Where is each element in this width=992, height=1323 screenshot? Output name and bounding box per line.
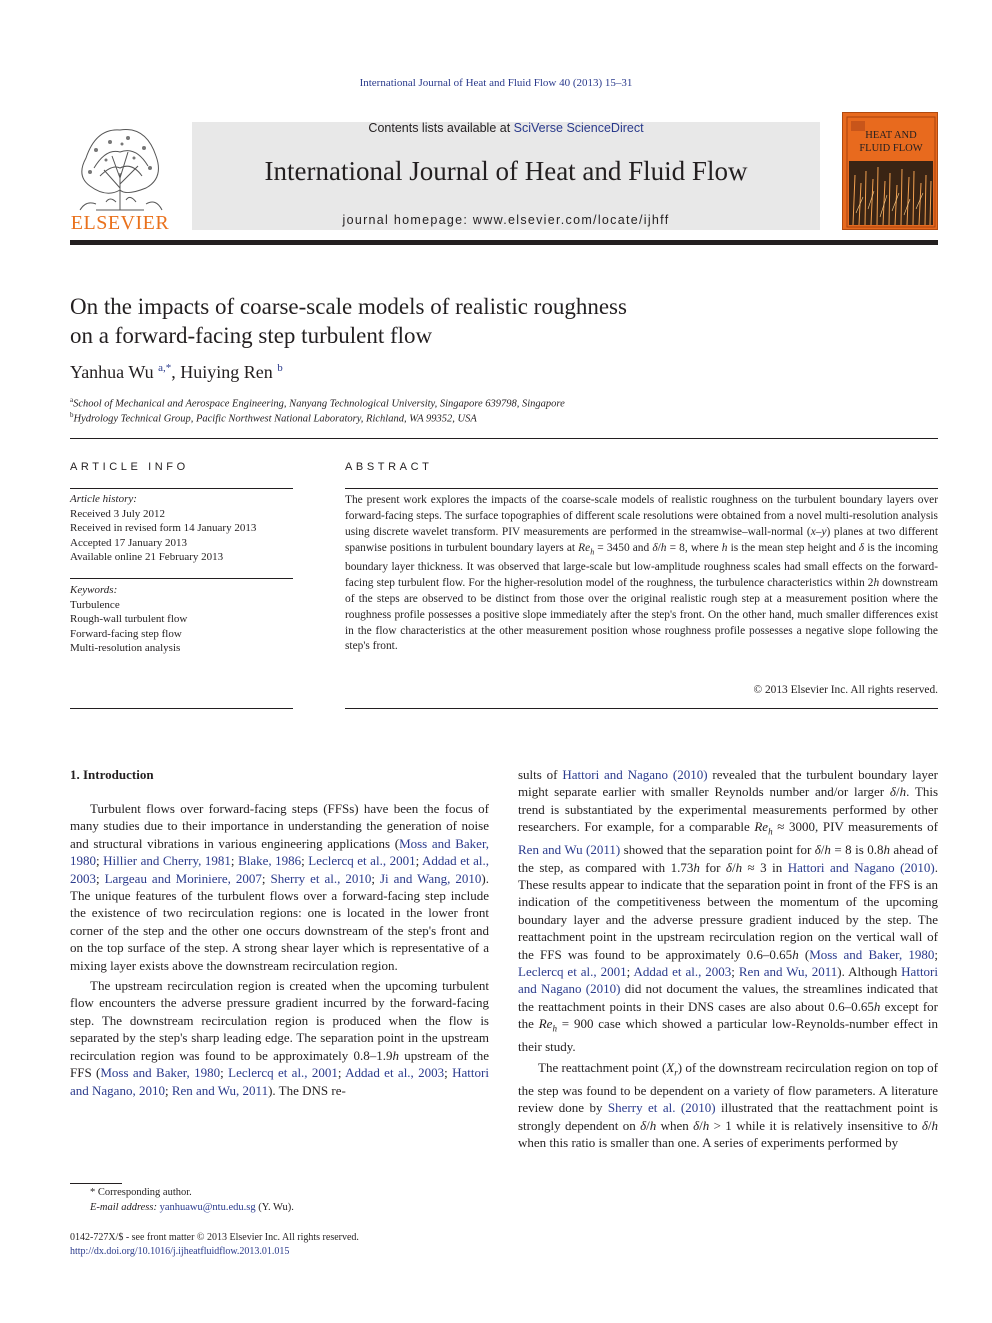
email-link[interactable]: yanhuawu@ntu.edu.sg — [159, 1201, 256, 1213]
paragraph: The upstream recirculation region is created when the upcoming turbulent flow encounters the adverse pressure gradient incurred by the forward-facing step. The downstream recirculation region is produced when the flow is separated by the step's sharp leading edge. The separation point in the upstream recirculation region was found to be approximately 0.8–1.9h upstream of the FFS (Moss and Baker, 1980; Leclercq et al., 2001; Addad et al., 2003; Hattori and Nagano, 2010; Ren and Wu, 2011). The DNS re- — [70, 978, 489, 1098]
homepage-link[interactable]: www.elsevier.com/locate/ijhff — [472, 213, 670, 227]
affiliation-text: Hydrology Technical Group, Pacific Northwest National Laboratory, Richland, WA 99352, USA — [73, 413, 477, 425]
keyword: Turbulence — [70, 598, 120, 611]
author-list: Yanhua Wu $^{a,*}$, Huiying Ren $^b$ — [70, 362, 283, 382]
contents-line — [192, 121, 820, 135]
history-online: Available online 21 February 2013 — [70, 551, 224, 563]
history-label: Article history: — [70, 493, 137, 505]
issn-block — [70, 1231, 359, 1259]
email-note — [70, 1201, 490, 1216]
article-history — [70, 492, 293, 565]
issn-line: 0142-727X/$ - see front matter © 2013 Elsevier Inc. All rights reserved. — [70, 1232, 359, 1243]
corresponding-author-note: * Corresponding author. — [90, 1187, 192, 1198]
article-title-line2: on a forward-facing step turbulent flow — [70, 323, 433, 348]
publisher-name: ELSEVIER — [70, 212, 170, 234]
cover-title-line2: FLUID FLOW — [859, 143, 923, 154]
journal-cover[interactable] — [842, 112, 938, 230]
divider — [70, 708, 293, 709]
keyword: Forward-facing step flow — [70, 627, 182, 640]
article-info-heading: ARTICLE INFO — [70, 461, 189, 473]
abstract-body: The present work explores the impacts of the coarse-scale models of realistic roughness on the turbulent boundary layers over forward-facing steps. The surface topographies of different scale resolutions were obtained from a novel multi-resolution analysis using discrete wavelet transform. PIV measurements are performed in the streamwise–wall-normal (x–y) planes at two different spanwise positions in turbulent boundary layers at $Re_h = 3450$ and δ/h = 8, where h is the mean step height and δ is the incoming boundary layer thickness. It was observed that large-scale but low-amplitude roughness scales had small effects on the forward-facing step turbulent flow. For the higher-resolution model of the roughness, the turbulence characteristics within 2h downstream of the steps are observed to be distinct from those over the original realistic rough step at a measurement position where the roughness profile possesses a positive slope immediately after the step's front. On the other hand, much smaller differences exist in the flow characteristics at the other measurement position whose roughness profile possesses a negative slope following the step's front. — [345, 494, 938, 653]
body-column-left — [70, 766, 489, 1099]
history-received: Received 3 July 2012 — [70, 507, 166, 520]
keywords — [70, 583, 293, 656]
article-title-line1: On the impacts of coarse-scale models of realistic roughness — [70, 294, 627, 319]
paragraph: Turbulent flows over forward-facing steps (FFSs) have been the focus of many studies due to their importance in understanding the generation of noise and structural vibrations in various engineering applications (Moss and Baker, 1980; Hillier and Cherry, 1981; Blake, 1986; Leclercq et al., 2001; Addad et al., 2003; Largeau and Moriniere, 2007; Sherry et al., 2010; Ji and Wang, 2010). The unique features of the turbulent flows over a forward-facing step include the existence of two recirculation regions: one is located in the lower front corner of the step and the other one occurs downstream of the step's front and on the top surface of the step. A strong shear layer which is representative of a mixing layer exists above the downstream recirculation region. — [70, 801, 490, 973]
sciencedirect-link[interactable]: SciVerse ScienceDirect — [513, 121, 644, 135]
keyword: Rough-wall turbulent flow — [70, 613, 188, 625]
running-head[interactable]: International Journal of Heat and Fluid Flow 40 (2013) 15–31 — [359, 77, 633, 89]
history-accepted: Accepted 17 January 2013 — [70, 536, 187, 549]
footnotes — [70, 1186, 490, 1215]
divider — [345, 488, 938, 489]
paragraph: The reattachment point $(X_r)$ of the downstream recirculation region on top of the step was found to be dependent on a variety of flow parameters. A literature review done by Sherry et al. (2010) illustrated that the reattachment point is strongly dependent on δ/h when δ/h > 1 while it is relatively insensitive to δ/h when this ratio is smaller than one. A series of experiments performed by — [518, 1059, 939, 1150]
author-affiliation-marker[interactable]: b — [277, 362, 283, 374]
homepage-line — [192, 213, 820, 227]
abstract-heading: ABSTRACT — [345, 461, 433, 473]
article-title — [70, 292, 930, 350]
history-revised: Received in revised form 14 January 2013 — [70, 522, 257, 534]
keyword: Multi-resolution analysis — [70, 642, 181, 654]
affiliation-a — [70, 396, 565, 410]
cover-title-line1: HEAT AND — [865, 130, 917, 141]
keywords-label: Keywords: — [70, 584, 118, 596]
copyright-notice: © 2013 Elsevier Inc. All rights reserved. — [753, 684, 938, 696]
affiliation-b — [70, 411, 477, 425]
affiliation-text: School of Mechanical and Aerospace Engineering, Nanyang Technological University, Singapore 639798, Singapore — [73, 398, 565, 410]
body-column-right — [518, 766, 938, 1151]
header-rule — [70, 240, 938, 245]
email-suffix: (Y. Wu). — [255, 1201, 294, 1213]
author-name: Huiying Ren — [180, 362, 273, 382]
cover-title — [843, 129, 938, 155]
contents-prefix: Contents lists available at — [368, 121, 514, 135]
footnote-rule — [70, 1183, 122, 1184]
divider — [70, 578, 293, 579]
homepage-prefix: journal homepage: — [342, 213, 473, 227]
journal-title: International Journal of Heat and Fluid Flow — [264, 156, 748, 186]
divider — [70, 488, 293, 489]
divider — [345, 708, 938, 709]
paragraph: sults of Hattori and Nagano (2010) revealed that the turbulent boundary layer might separate earlier with smaller Reynolds number and/or larger δ/h. This trend is substantiated by the experimental measurements performed by other researchers. For example, for a comparable $Re_h \approx 3000$, PIV measurements of Ren and Wu (2011) showed that the separation point for δ/h = 8 is 0.8h ahead of the step, as compared with 1.73h for δ/h ≈ 3 in Hattori and Nagano (2010). These results appear to indicate that the separation point in front of the FFS is an indication of the competitiveness between the momentum of the upcoming boundary layer and the adverse pressure gradient induced by the step. The reattachment point in the upstream recirculation region on the vertical wall of the FFS was found to be approximately 0.6–0.65h (Moss and Baker, 1980; Leclercq et al., 2001; Addad et al., 2003; Ren and Wu, 2011). Although Hattori and Nagano (2010) did not document the values, the streamlines indicated that the reattachment points in their DNS cases are also about 0.6–0.65h except for the $Re_h = 900$ case which showed a particular low-Reynolds-number effect in their study. — [518, 767, 939, 1055]
affiliation-marker: a — [70, 396, 74, 404]
affiliation-marker: b — [70, 411, 74, 419]
author-affiliation-marker[interactable]: a,* — [158, 362, 172, 374]
section-heading: 1. Introduction — [70, 767, 154, 782]
doi-link[interactable]: http://dx.doi.org/10.1016/j.ijheatfluidflow.2013.01.015 — [70, 1246, 290, 1257]
author-name: Yanhua Wu — [70, 362, 154, 382]
email-label: E-mail address: — [90, 1201, 157, 1213]
divider — [70, 438, 938, 439]
